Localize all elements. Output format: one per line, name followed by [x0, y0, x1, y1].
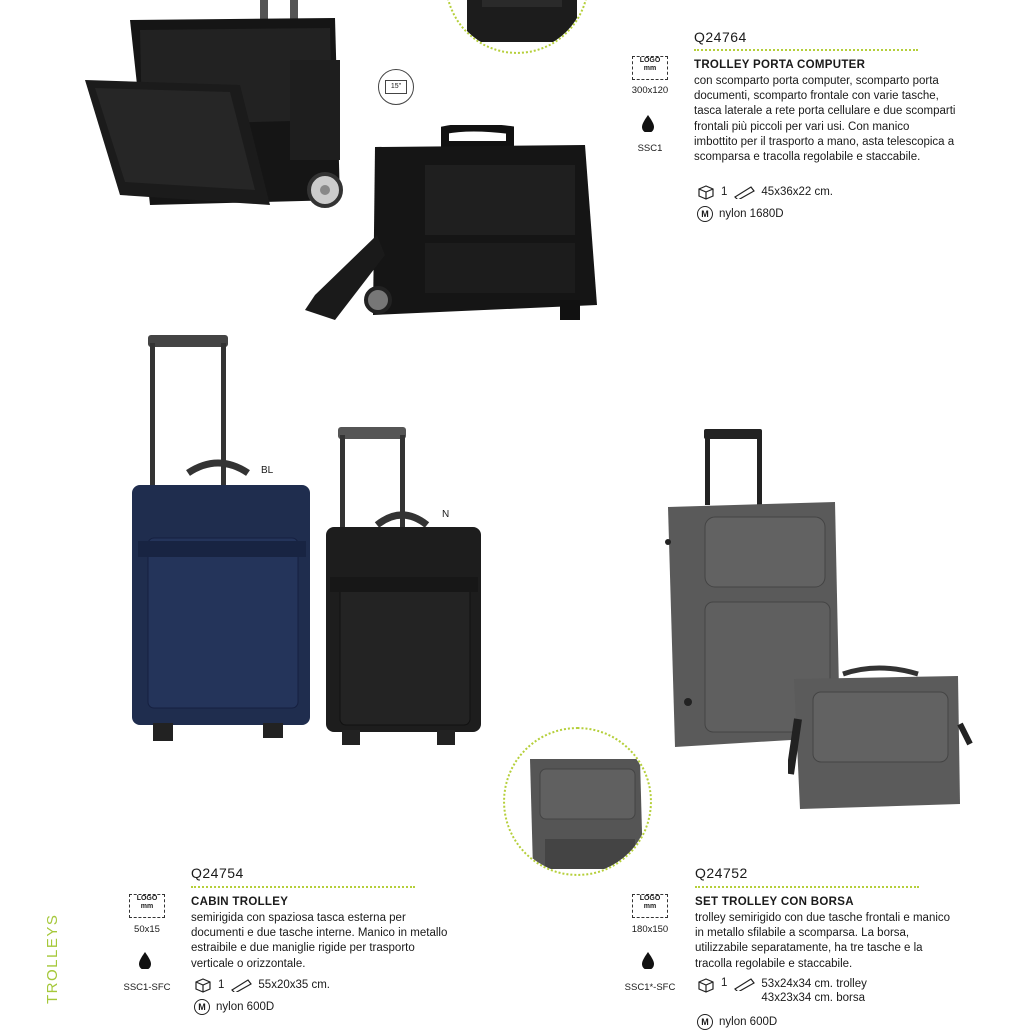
quantity-value: 1 — [721, 186, 728, 198]
dotted-separator — [695, 886, 919, 888]
logo-size-icon: LOGO mm — [129, 894, 165, 918]
print-code: SSC1 — [637, 143, 663, 154]
logo-size-icon: LOGO mm — [632, 894, 668, 918]
product-description: con scomparto porta computer, scomparto porta documenti, scomparto frontale con varie tasche, tasca laterale a rete porta cellulare e due scomparti frontali più piccoli per vari usi. Con manico imbottito per il trasporto a mano, asta telescopica a scomparsa e tracolla regolabile e staccabile. — [694, 75, 956, 164]
material-icon: M — [697, 1014, 713, 1030]
product-title: CABIN TROLLEY — [191, 896, 289, 908]
spec-row-material — [194, 999, 274, 1015]
box-icon — [194, 977, 212, 993]
ruler-icon — [733, 977, 755, 991]
detail-zoom-circle-2 — [503, 727, 652, 876]
laptop-size-badge — [378, 69, 414, 105]
spec-row-material — [697, 1014, 777, 1030]
dimensions-value: 55x20x35 cm. — [258, 979, 331, 991]
section-label: TROLLEYS — [44, 913, 61, 1004]
product-title: TROLLEY PORTA COMPUTER — [694, 59, 866, 71]
spec-row-quantity-size — [697, 184, 833, 200]
detail-zoom-circle — [445, 0, 589, 54]
spec-row-quantity-size — [194, 977, 330, 993]
ink-drop-icon — [640, 951, 656, 974]
variant-label-blue: BL — [261, 465, 274, 476]
variant-label-black: N — [442, 509, 450, 520]
product-code: Q24754 — [191, 865, 244, 881]
ruler-icon — [733, 185, 755, 199]
product-description: trolley semirigido con due tasche frontali e manico in metallo sfilabile a scomparsa. La borsa, utilizzabile separatamente, ha tre tasche e la tracolla regolabile e staccabile. — [695, 912, 951, 970]
cabin-trolley-black-image — [322, 425, 484, 755]
ruler-icon — [230, 978, 252, 992]
set-bag-grey-image — [788, 664, 973, 814]
spec-row-quantity-size — [697, 977, 867, 1005]
material-value: nylon 1680D — [719, 208, 784, 220]
ink-drop-icon — [640, 114, 656, 137]
logo-size-value: 50x15 — [134, 924, 160, 935]
laptop-icon: 15" — [385, 80, 407, 94]
product-code: Q24752 — [695, 865, 748, 881]
product-description: semirigida con spaziosa tasca esterna per documenti e due tasche interne. Manico in metallo estraibile e due maniglie rigide per trasporto verticale o orizzontale. — [191, 912, 448, 970]
product-code: Q24764 — [694, 29, 747, 45]
material-value: nylon 600D — [719, 1016, 778, 1028]
dimensions-value-2: 43x23x34 cm. borsa — [761, 992, 865, 1004]
detail-zoom-image — [447, 0, 587, 52]
quantity-value: 1 — [218, 979, 225, 991]
box-icon — [697, 184, 715, 200]
logo-size-value: 180x150 — [631, 924, 669, 935]
ink-drop-icon — [137, 951, 153, 974]
detail-zoom-image-2 — [505, 729, 650, 874]
dotted-separator — [694, 49, 918, 51]
quantity-value: 1 — [721, 977, 728, 989]
dotted-separator — [191, 886, 415, 888]
laptop-trolley-closed-image — [295, 125, 605, 335]
dimensions-value: 53x24x34 cm. trolley — [761, 978, 867, 990]
material-icon: M — [194, 999, 210, 1015]
material-icon: M — [697, 206, 713, 222]
box-icon — [697, 977, 715, 993]
print-code: SSC1*-SFC — [624, 982, 676, 993]
dimensions-value: 45x36x22 cm. — [761, 186, 834, 198]
cabin-trolley-blue-image — [128, 333, 313, 748]
print-code: SSC1-SFC — [123, 982, 171, 993]
product-title: SET TROLLEY CON BORSA — [695, 896, 854, 908]
logo-size-icon: LOGO mm — [632, 56, 668, 80]
material-value: nylon 600D — [216, 1001, 275, 1013]
spec-row-material — [697, 206, 784, 222]
logo-size-value: 300x120 — [631, 85, 669, 96]
